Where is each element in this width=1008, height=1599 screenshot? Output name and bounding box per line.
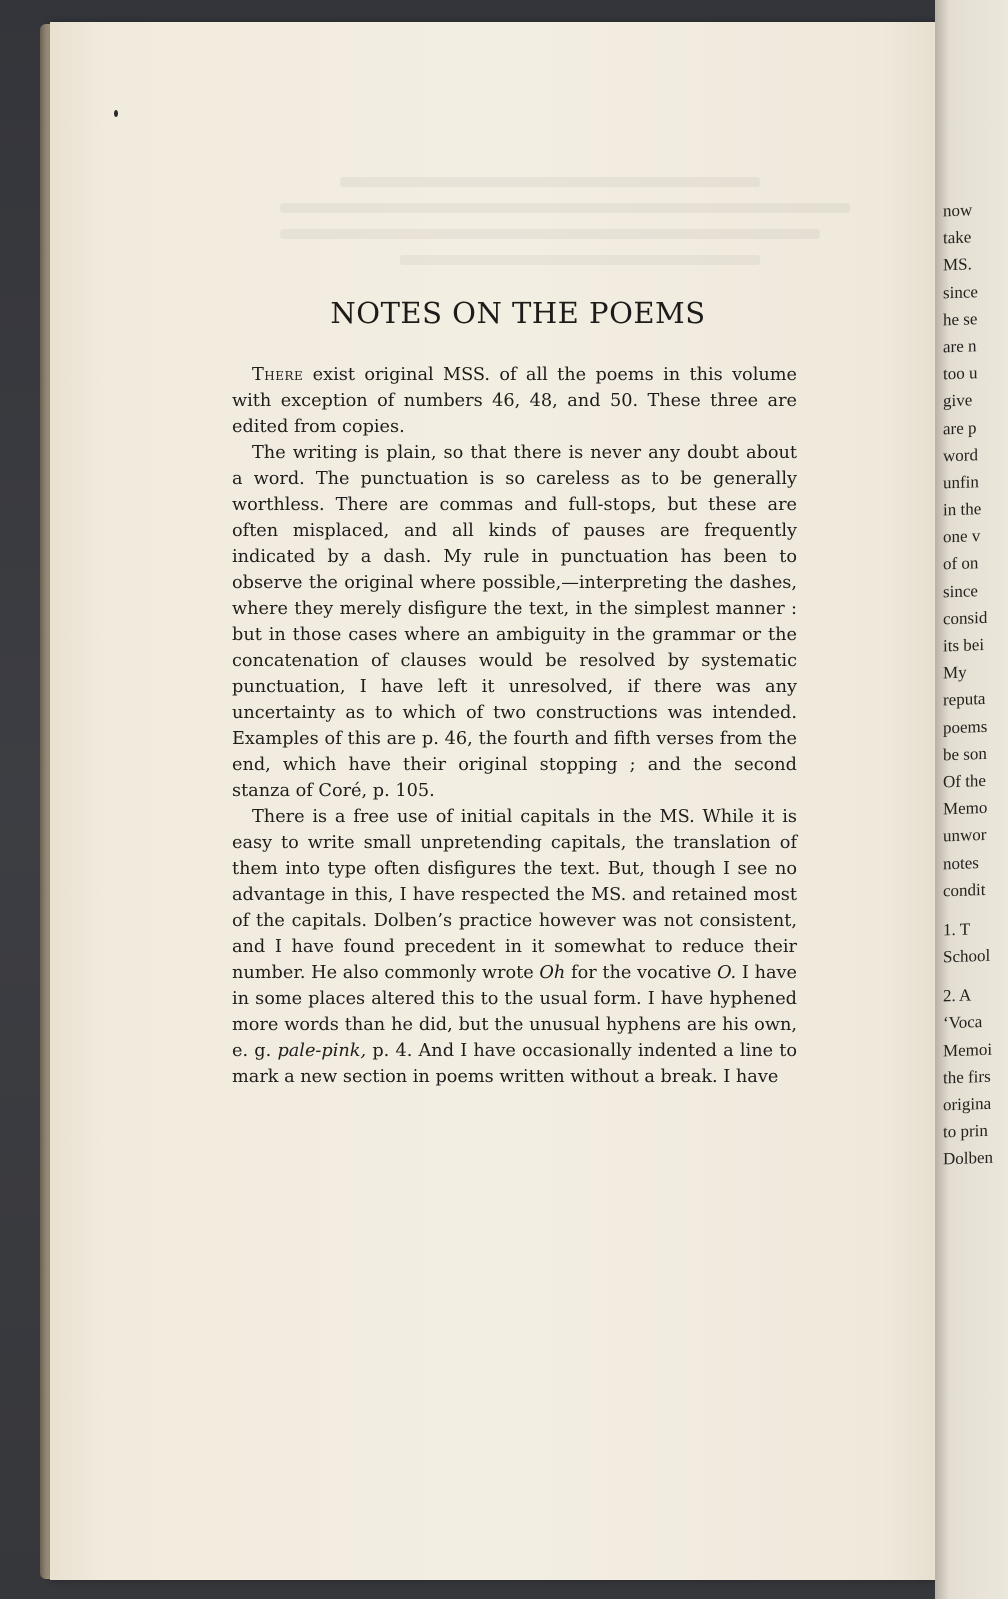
facing-line: Of the xyxy=(943,770,986,792)
facing-line: origina xyxy=(943,1093,992,1115)
facing-line: word xyxy=(943,444,978,466)
facing-page-text xyxy=(943,195,1008,1173)
ink-speck xyxy=(114,110,118,117)
facing-line: he se xyxy=(943,308,978,330)
facing-line: one v xyxy=(943,526,981,547)
paragraph-1 xyxy=(232,362,797,440)
paragraph-3-part-a: There is a free use of initial capitals in the MS. While it is easy to write small unpretending capitals, the translation of them into type often disfigures the text. But, though I see no advantage in this, I have respected the MS. and retained most of the capitals. Dolben’s practice however was not consistent, and I have found precedent in it somewhat to reduce their number. He also commonly wrote xyxy=(232,807,797,983)
facing-line: take xyxy=(943,227,972,248)
notes-body xyxy=(232,362,797,1090)
facing-line: poems xyxy=(943,716,988,737)
italic-pale-pink: pale-pink, xyxy=(277,1041,367,1061)
facing-line: unwor xyxy=(943,825,987,846)
italic-o: O. xyxy=(717,963,737,983)
paragraph-3-part-b: for the vocative xyxy=(565,963,718,983)
facing-line: in the xyxy=(943,499,982,520)
facing-line: 2. A xyxy=(943,985,972,1006)
facing-line: since xyxy=(943,580,978,602)
facing-page xyxy=(935,0,1008,1599)
facing-line: unfin xyxy=(943,472,979,493)
facing-line: 1. T xyxy=(943,919,971,940)
facing-line: reputa xyxy=(943,689,986,710)
facing-line: are n xyxy=(943,336,977,357)
paragraph-3 xyxy=(232,804,797,1090)
facing-line: its bei xyxy=(943,634,985,656)
paragraph-3-part-c: I have in some places altered this to the usual form. I have hyphened more words than he did, but the unusual hyphens are his own, e. g. xyxy=(232,963,797,1061)
facing-line: condit xyxy=(943,879,986,901)
facing-line: too u xyxy=(943,363,978,384)
facing-line: ‘Voca xyxy=(943,1012,983,1033)
paragraph-3-part-d: p. 4. And I have occasionally indented a line to mark a new section in poems written without a break. I have xyxy=(232,1041,798,1087)
facing-line: Memo xyxy=(943,797,988,819)
facing-line: now xyxy=(943,200,973,221)
paragraph-2: The writing is plain, so that there is never any doubt about a word. The punctuation is so careless as to be generally worthless. There are commas and full-stops, but these are often misplaced, and all kinds of pauses are frequently indicated by a dash. My rule in punctuation has been to observe the original where possible,—interpreting the dashes, where they merely disfigure the text, in the simplest manner : but in those cases where an ambiguity in the grammar or the concatenation of clauses would be resolved by systematic punctuation, I have left it unresolved, if there was any uncertainty as to which of two constructions was intended. Examples of this are p. 46, the fourth and fifth verses from the end, which have their original stopping ; and the second stanza of Coré, p. 105. xyxy=(232,443,797,801)
paragraph-1-text: exist original MSS. of all the poems in this volume with exception of numbers 46, 48, and 50. These three are edited from copies. xyxy=(232,365,797,437)
facing-line: consid xyxy=(943,607,988,629)
facing-line: MS. xyxy=(943,254,972,275)
facing-line: are p xyxy=(943,417,977,438)
facing-line: since xyxy=(943,281,978,302)
italic-oh: Oh xyxy=(539,963,566,983)
facing-line: to prin xyxy=(943,1121,988,1142)
facing-line: Dolben xyxy=(943,1148,994,1169)
small-caps-lead: There xyxy=(252,365,304,385)
facing-line: give xyxy=(943,390,973,411)
facing-line: the firs xyxy=(943,1066,991,1088)
facing-line: notes xyxy=(943,852,979,873)
facing-line: Memoi xyxy=(943,1039,993,1061)
page-title: NOTES ON THE POEMS xyxy=(330,296,706,330)
facing-line: School xyxy=(943,945,991,967)
facing-line: My xyxy=(943,662,967,683)
facing-line: of on xyxy=(943,553,979,574)
facing-line: be son xyxy=(943,743,987,765)
